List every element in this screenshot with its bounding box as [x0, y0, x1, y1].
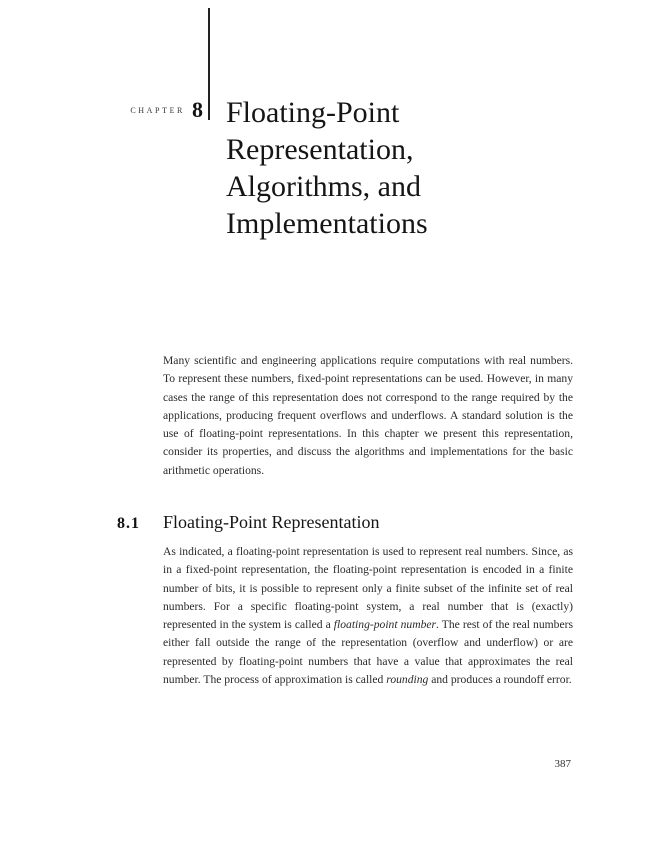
chapter-number: 8: [192, 97, 203, 122]
paragraph-text: and produces a roundoff error.: [428, 673, 572, 687]
paragraph-text: As indicated, a floating-point representation is used to represent real numbers. Since, as in a fixed-point representation, the floating-point representation is encoded in a finite number of bits, it is possible to represent only a finite subset of the infinite set of real numbers. For a specific floating-point system, a real number that is (exactly) represented in the system is called a: [163, 545, 573, 632]
page-number: 387: [554, 758, 571, 770]
chapter-title-line: Implementations: [226, 207, 428, 240]
section-heading: [117, 512, 379, 536]
chapter-vertical-rule: [208, 8, 210, 120]
section-title: Floating-Point Representation: [163, 512, 380, 532]
chapter-title-line: Algorithms, and: [226, 170, 421, 203]
section-paragraph: [163, 543, 573, 689]
intro-paragraph: Many scientific and engineering applications require computations with real numbers. To represent these numbers, fixed-point representations can be used. However, in many cases the range of this representation does not correspond to the range required by the applications, producing frequent overflows and underflows. A standard solution is the use of floating-point representations. In this chapter we present this representation, consider its properties, and discuss the algorithms and implementations for the basic arithmetic operations.: [163, 354, 573, 477]
term-floating-point-number: floating-point number: [333, 618, 437, 632]
paragraph-text: . The rest of the real numbers either fall outside the range of the representation (overflow and underflow) or are represented by floating-point numbers that have a value that approximates the real number. The process of approximation is called: [163, 618, 573, 687]
chapter-word: CHAPTER: [130, 105, 185, 115]
chapter-title-line: Representation,: [226, 133, 414, 166]
section-number: 8.1: [117, 515, 140, 532]
term-rounding: rounding: [386, 673, 429, 687]
chapter-label: [115, 96, 203, 124]
chapter-title: [226, 94, 626, 242]
chapter-title-line: Floating-Point: [226, 96, 400, 129]
